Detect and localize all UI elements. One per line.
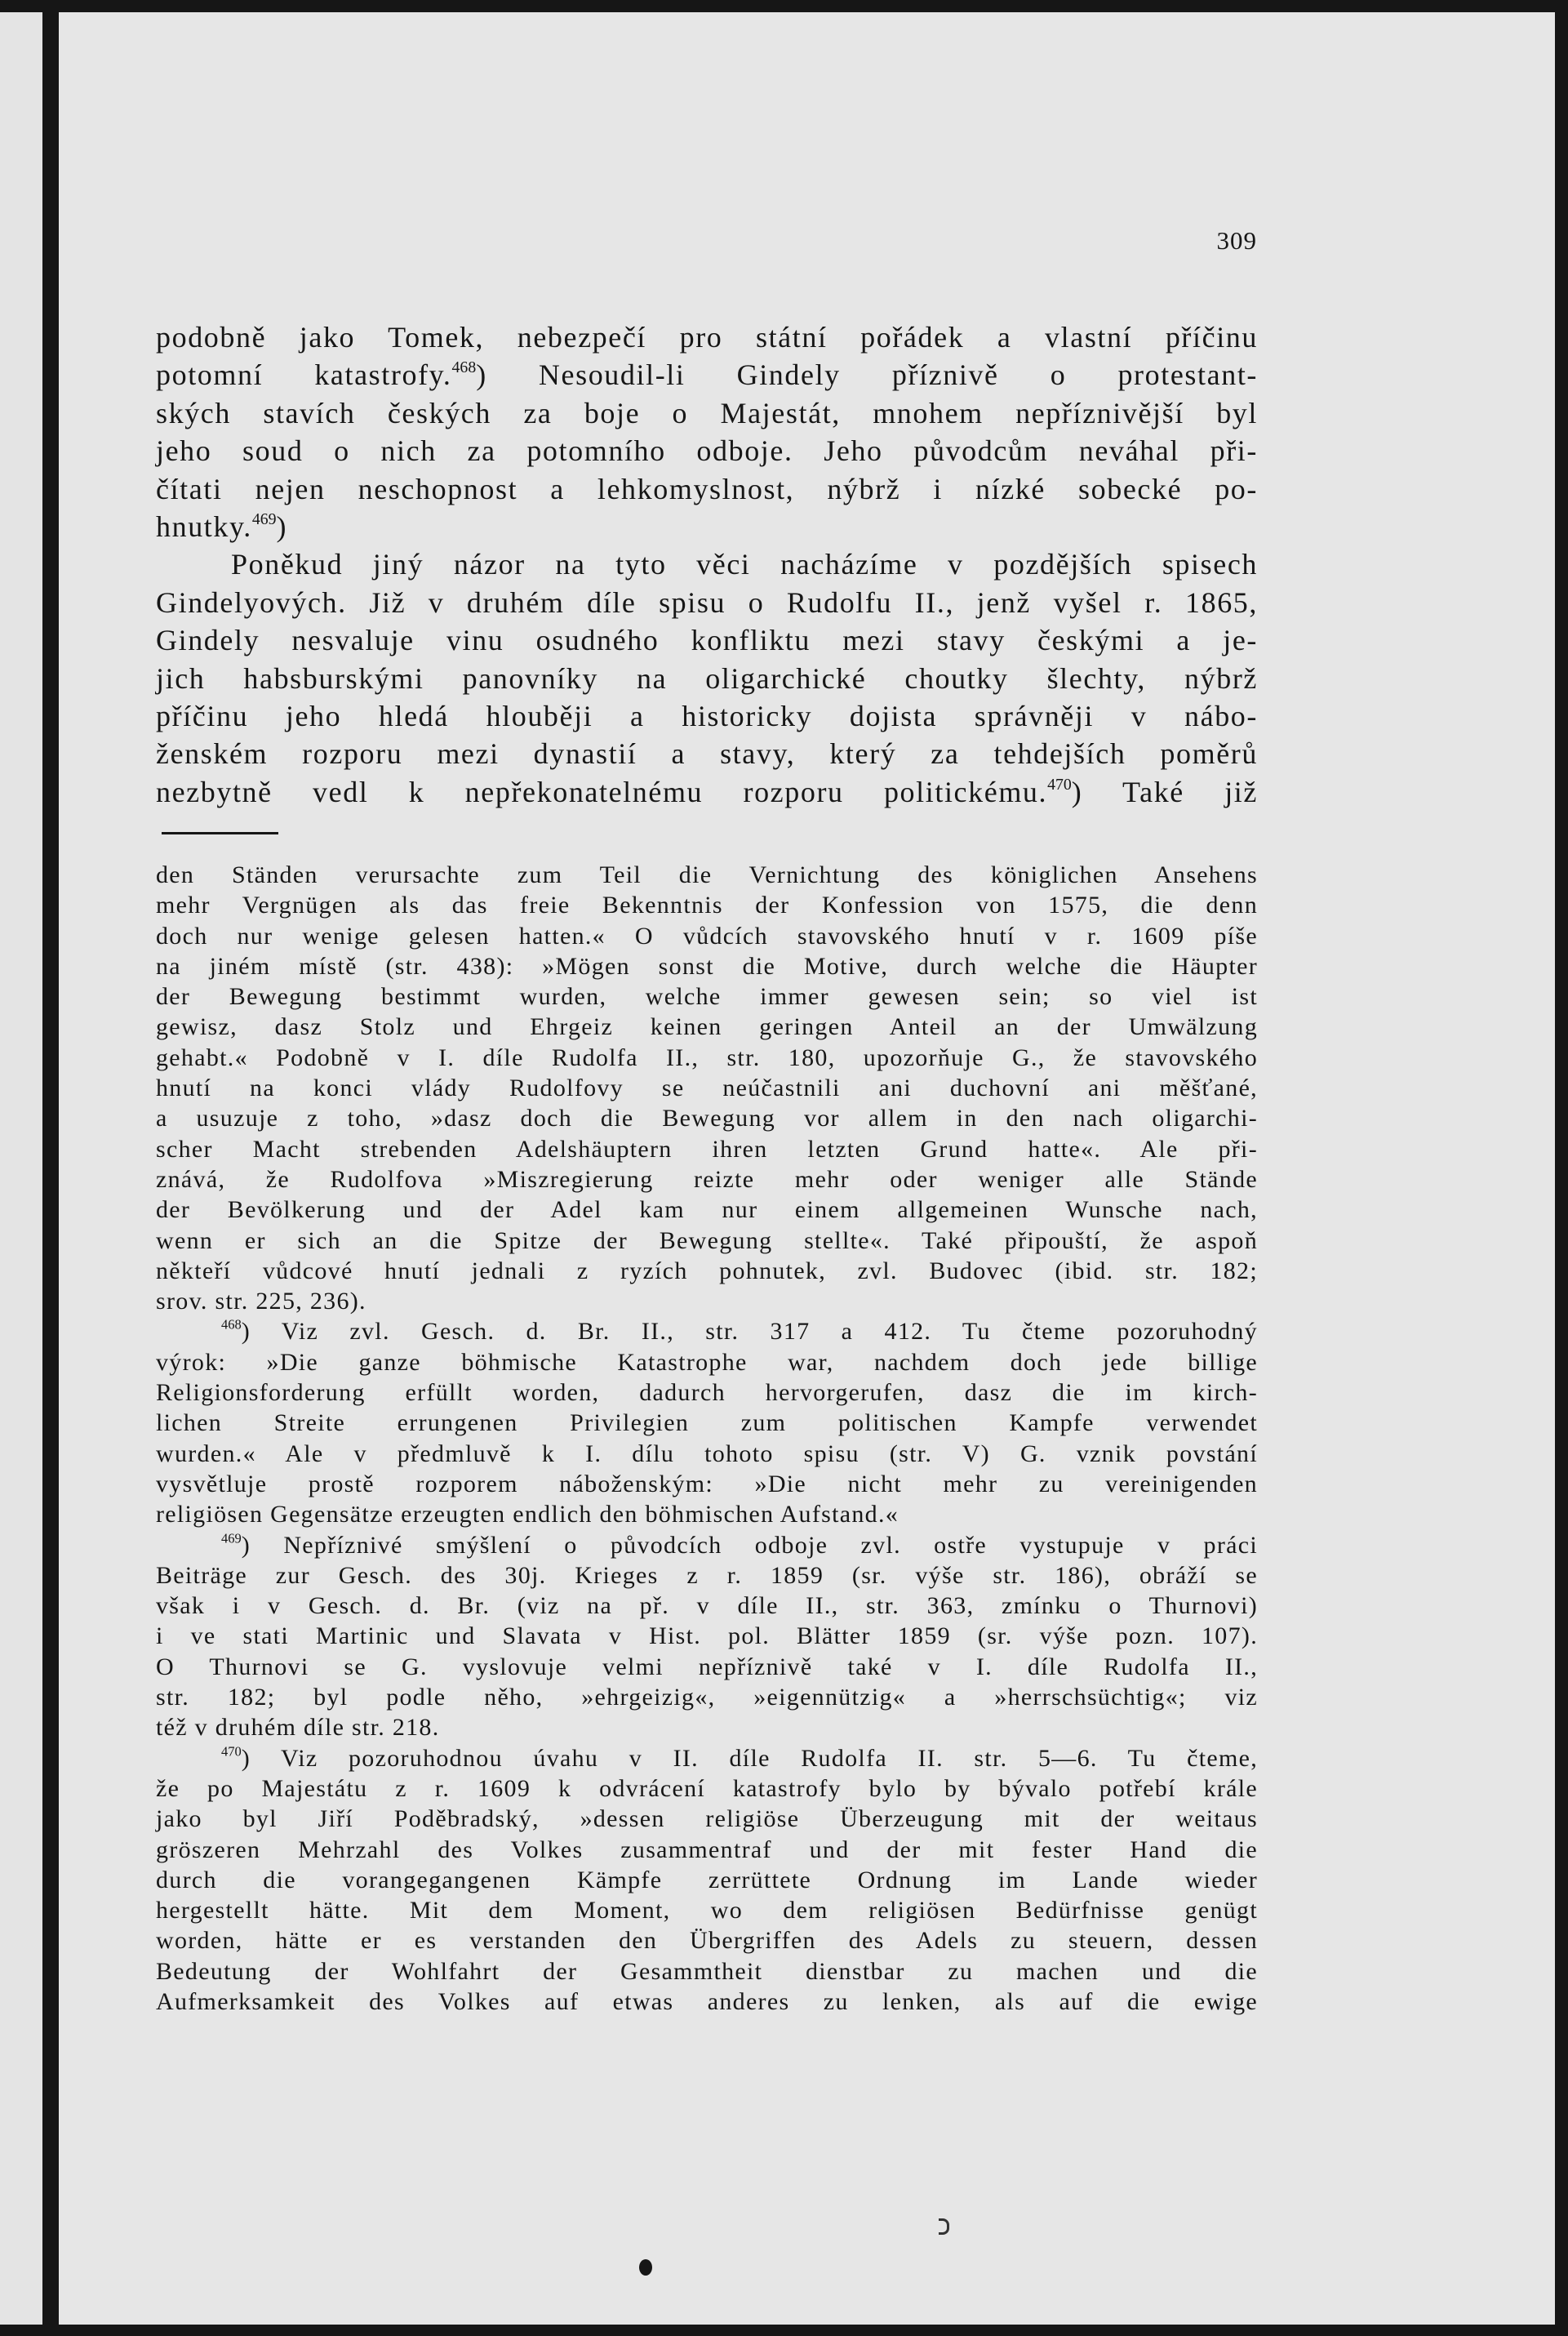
text-line: hnutí na konci vlády Rudolfovy se neúčastnili ani duchovní ani měšťané, — [156, 1075, 1258, 1102]
text-line: Bedeutung der Wohlfahrt der Gesammtheit dienstbar zu machen und die — [156, 1957, 1258, 1985]
line-text: ) Viz zvl. Gesch. d. Br. II., str. 317 a 412. Tu čteme pozoruhodný — [241, 1318, 1258, 1346]
text-line: der Bevölkerung und der Adel kam nur einem allgemeinen Wunsche nach, — [156, 1196, 1258, 1224]
paragraph — [156, 318, 1258, 545]
text-line: hergestellt hätte. Mit dem Moment, wo dem religiösen Bedürfnisse genügt — [156, 1897, 1258, 1924]
text-line: religiösen Gegensätze erzeugten endlich den böhmischen Aufstand.« — [156, 1501, 899, 1528]
text-line: ských stavích českých za boje o Majestát, mnohem nepříznivější byl — [156, 396, 1258, 429]
text-line: podobně jako Tomek, nebezpečí pro státní pořádek a vlastní příčinu — [156, 321, 1258, 354]
footnote-separator-rule — [162, 832, 278, 834]
text-line: znává, že Rudolfova »Miszregierung reizte mehr oder weniger alle Stände — [156, 1165, 1258, 1193]
text-line: jako byl Jiří Poděbradský, »dessen religiöse Überzeugung mit der weitaus — [156, 1805, 1258, 1833]
text-line: Beiträge zur Gesch. des 30j. Krieges z r. 1859 (sr. výše str. 186), obráží se — [156, 1561, 1258, 1589]
text-line: den Ständen verursachte zum Teil die Vernichtung des königlichen Ansehens — [156, 861, 1258, 888]
line-text: ) Viz pozoruhodnou úvahu v II. díle Rudolfa II. str. 5—6. Tu čteme, — [241, 1744, 1258, 1772]
text-line: wenn er sich an die Spitze der Bewegung stellte«. Také připouští, že aspoň — [156, 1226, 1258, 1254]
main-text — [156, 318, 1258, 811]
text-line: i ve stati Martinic und Slavata v Hist. pol. Blätter 1859 (sr. výše pozn. 107). — [156, 1622, 1258, 1650]
footnote-reference: 470 — [221, 1743, 242, 1760]
ink-dot — [639, 2259, 652, 2276]
text-line — [156, 508, 1258, 545]
footnote — [156, 860, 1258, 1316]
text-line: worden, hätte er es verstanden den Übergriffen des Adels zu steuern, dessen — [156, 1927, 1258, 1955]
text-line: srov. str. 225, 236). — [156, 1288, 366, 1315]
line-text: ) Nepříznivé smýšlení o původcích odboje zvl. ostře vystupuje v práci — [241, 1531, 1258, 1559]
text-line — [156, 1530, 1258, 1560]
text-line: vysvětluje prostě rozporem náboženským: »Die nicht mehr zu vereinigenden — [156, 1470, 1258, 1497]
text-line: str. 182; byl podle něho, »ehrgeizig«, »eigennützig« a »herrschsüchtig«; viz — [156, 1684, 1258, 1711]
line-text: nezbytně vedl k nepřekonatelnému rozporu politickému. — [156, 775, 1048, 808]
text-line: a usuzuje z toho, »dasz doch die Bewegung vor allem in den nach oligarchi- — [156, 1105, 1258, 1132]
text-line: lichen Streite errungenen Privilegien zum politischen Kampfe verwendet — [156, 1409, 1258, 1437]
scan-speck — [939, 2218, 949, 2235]
footnote-reference: 468 — [221, 1317, 242, 1333]
text-line: Poněkud jiný názor na tyto věci nacházíme v pozdějších spisech — [231, 548, 1258, 581]
text-line: Aufmerksamkeit des Volkes auf etwas anderes zu lenken, als auf die ewige — [156, 1987, 1258, 2015]
text-line: Religionsforderung erfüllt worden, dadurch hervorgerufen, dasz die im kirch- — [156, 1379, 1258, 1407]
line-text: ) Nesoudil-li Gindely příznivě o protestant- — [476, 358, 1259, 392]
line-text: ) — [276, 509, 288, 543]
text-line: že po Majestátu z r. 1609 k odvrácení katastrofy bylo by bývalo potřebí krále — [156, 1774, 1258, 1802]
text-line: též v druhém díle str. 218. — [156, 1714, 440, 1742]
text-line: však i v Gesch. d. Br. (viz na př. v díle II., str. 363, zmínku o Thurnovi) — [156, 1592, 1258, 1620]
text-line: Gindely nesvaluje vinu osudného konfliktu mezi stavy českými a je- — [156, 624, 1258, 657]
text-line — [156, 773, 1258, 811]
footnote-reference: 469 — [221, 1530, 242, 1546]
footnote — [156, 1530, 1258, 1743]
text-line: na jiném místě (str. 438): »Mögen sonst die Motive, durch welche die Häupter — [156, 952, 1258, 980]
footnote-reference: 469 — [251, 510, 277, 529]
footnotes — [156, 860, 1258, 2017]
text-line: někteří vůdcové hnutí jednali z ryzích pohnutek, zvl. Budovec (ibid. str. 182; — [156, 1257, 1258, 1284]
text-line: ženském rozporu mezi dynastií a stavy, který za tehdejších poměrů — [156, 737, 1258, 771]
line-text: potomní katastrofy. — [156, 358, 452, 392]
text-line — [156, 1316, 1258, 1346]
text-line: výrok: »Die ganze böhmische Katastrophe war, nachdem doch jede billige — [156, 1348, 1258, 1376]
line-text: hnutky. — [156, 509, 252, 543]
text-line: mehr Vergnügen als das freie Bekenntnis der Konfession von 1575, die denn — [156, 892, 1258, 919]
paragraph — [156, 545, 1258, 811]
text-line: doch nur wenige gelesen hatten.« O vůdcích stavovského hnutí v r. 1609 píše — [156, 922, 1258, 950]
footnote-reference: 470 — [1047, 775, 1072, 794]
text-line: Gindelyových. Již v druhém díle spisu o Rudolfu II., jenž vyšel r. 1865, — [156, 585, 1258, 619]
text-line: O Thurnovi se G. vyslovuje velmi nepříznivě také v I. díle Rudolfa II., — [156, 1653, 1258, 1680]
text-line: gehabt.« Podobně v I. díle Rudolfa II., str. 180, upozorňuje G., že stavovského — [156, 1043, 1258, 1071]
footnote — [156, 1743, 1258, 2018]
text-line — [156, 356, 1258, 394]
text-line: wurden.« Ale v předmluvě k I. dílu tohoto spisu (str. V) G. vznik povstání — [156, 1439, 1258, 1467]
text-line: gröszeren Mehrzahl des Volkes zusammentraf und der mit fester Hand die — [156, 1835, 1258, 1863]
text-line — [156, 1743, 1258, 1773]
footnote — [156, 1316, 1258, 1529]
footnote-reference: 468 — [451, 358, 477, 377]
adjacent-page-edge — [0, 12, 42, 2325]
text-line: der Bewegung bestimmt wurden, welche immer gewesen sein; so viel ist — [156, 983, 1258, 1011]
book-page — [59, 12, 1555, 2325]
text-line: durch die vorangegangenen Kämpfe zerrüttete Ordnung im Lande wieder — [156, 1866, 1258, 1893]
text-line: jich habsburskými panovníky na oligarchické choutky šlechty, nýbrž — [156, 661, 1258, 695]
text-line: scher Macht strebenden Adelshäuptern ihren letzten Grund hatte«. Ale při- — [156, 1135, 1258, 1163]
text-line: jeho soud o nich za potomního odboje. Jeho původcům neváhal při- — [156, 434, 1258, 468]
text-line: čítati nejen neschopnost a lehkomyslnost, nýbrž i nízké sobecké po- — [156, 472, 1258, 505]
line-text: ) Také již — [1071, 775, 1258, 808]
page-number: 309 — [1216, 226, 1257, 255]
text-line: gewisz, dasz Stolz und Ehrgeiz keinen geringen Anteil an der Umwälzung — [156, 1013, 1258, 1041]
text-line: příčinu jeho hledá hlouběji a historicky dojista správněji v nábo- — [156, 699, 1258, 732]
